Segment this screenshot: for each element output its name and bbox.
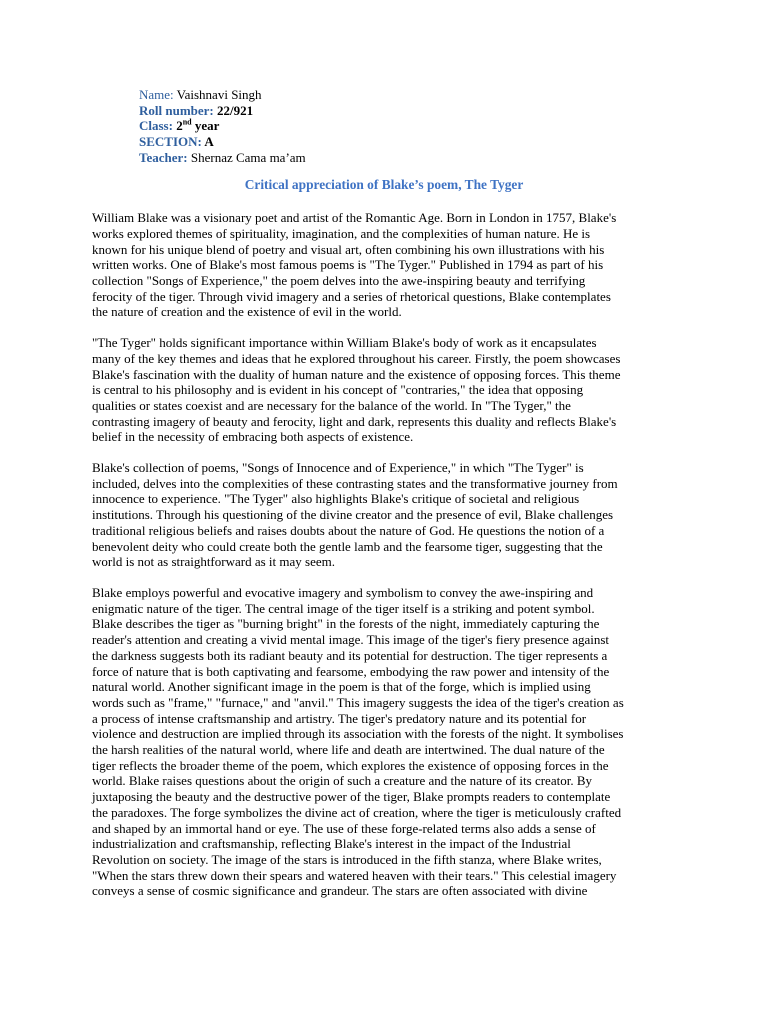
paragraph-line: Revolution on society. The image of the stars is introduced in the fifth stanza, where Blake writes, (92, 851, 602, 867)
paragraph-line: the darkness suggests both its radiant beauty and its potential for destruction. The tiger represents a (92, 647, 608, 663)
paragraph-line: words such as "frame," "furnace," and "anvil." This imagery suggests the idea of the tiger's creation as (92, 694, 624, 710)
paragraph-line: institutions. Through his questioning of the divine creator and the presence of evil, Blake challenges (92, 507, 614, 523)
teacher-label: Teacher: (139, 149, 188, 165)
paragraph-line: innocence to experience. "The Tyger" also highlights Blake's critique of societal and religious (92, 491, 580, 507)
paragraph (92, 585, 676, 899)
paragraph (92, 460, 676, 570)
section-line (139, 134, 676, 150)
paragraph-line: known for his unique blend of poetry and visual art, often combining his own illustrations with his (92, 241, 605, 257)
name-line (139, 87, 676, 103)
paragraph-line: benevolent deity who could create both the gentle lamb and the fearsome tiger, suggesting that the (92, 538, 603, 554)
paragraph-line: a process of intense craftsmanship and artistry. The tiger's predatory nature and its potential for (92, 710, 587, 726)
paragraph-line: ferocity of the tiger. Through vivid imagery and a series of rhetorical questions, Blake contemplates (92, 288, 611, 304)
paragraph-line: "When the stars threw down their spears and watered heaven with their tears." This celestial imagery (92, 867, 617, 883)
paragraph-line: collection "Songs of Experience," the poem delves into the awe-inspiring beauty and terrifying (92, 273, 586, 289)
paragraph-line: violence and destruction are implied through its association with the forests of the night. It symbolises (92, 726, 624, 742)
paragraph-line: world is not as straightforward as it may seem. (92, 554, 335, 570)
paragraph-line: tiger reflects the broader theme of the poem, which explores the existence of opposing forces in the (92, 757, 609, 773)
section-value: A (201, 134, 214, 150)
paragraph-line: works explored themes of spirituality, imagination, and the complexities of human nature. He is (92, 225, 591, 241)
paragraph-line: the nature of creation and the existence of evil in the world. (92, 304, 402, 320)
class-value-number: 2 (172, 118, 183, 134)
paragraph-line: "The Tyger" holds significant importance within William Blake's body of work as it encapsulates (92, 335, 597, 351)
paragraph-line: is central to his philosophy and is evident in his concept of "contraries," the idea that opposing (92, 382, 584, 398)
paragraph-line: the harsh realities of the natural world, where life and death are intertwined. The dual nature of the (92, 742, 605, 758)
paragraph-line: force of nature that is both captivating and fearsome, embodying the raw power and intensity of the (92, 663, 610, 679)
class-line (139, 118, 676, 134)
paragraph-line: world. Blake raises questions about the origin of such a creature and the nature of its creator. By (92, 773, 592, 789)
paragraph-line: natural world. Another significant image in the poem is that of the forge, which is implied using (92, 679, 591, 695)
paragraph-line: many of the key themes and ideas that he explored throughout his career. Firstly, the poem showcases (92, 350, 621, 366)
class-value-ordinal: nd (182, 118, 192, 128)
essay-body (92, 210, 676, 899)
essay-title: Critical appreciation of Blake’s poem, The Tyger (244, 176, 524, 192)
paragraph-line: reader's attention and creating a vivid mental image. This image of the tiger's fiery presence against (92, 632, 610, 648)
paragraph (92, 210, 676, 320)
paragraph-line: belief in the necessity of embracing both aspects of existence. (92, 429, 414, 445)
class-label: Class: (139, 118, 173, 134)
paragraph-line: Blake's collection of poems, "Songs of Innocence and of Experience," in which "The Tyger" is (92, 460, 584, 476)
paragraph-line: William Blake was a visionary poet and artist of the Romantic Age. Born in London in 1757, Blake's (92, 210, 617, 226)
paragraph-line: the paradoxes. The forge symbolizes the divine act of creation, where the tiger is meticulously crafted (92, 804, 622, 820)
roll-number-label: Roll number: (139, 102, 214, 118)
paragraph-line: traditional religious beliefs and raises doubts about the nature of God. He questions the notion of a (92, 522, 605, 538)
roll-number-line (139, 103, 676, 119)
paragraph-line: Blake's fascination with the duality of human nature and the existence of opposing forces. This theme (92, 366, 621, 382)
name-label: Name: (139, 87, 174, 102)
paragraph-line: Blake describes the tiger as "burning bright" in the forests of the night, immediately capturing the (92, 616, 600, 632)
paragraph-line: Blake employs powerful and evocative imagery and symbolism to convey the awe-inspiring and (92, 584, 594, 600)
class-value-year: year (191, 118, 220, 134)
paragraph-line: conveys a sense of cosmic significance and grandeur. The stars are often associated with divine (92, 883, 588, 899)
paragraph-line: juxtaposing the beauty and the destructive power of the tiger, Blake prompts readers to contemplate (92, 789, 611, 805)
paragraph-line: qualities or states coexist and are necessary for the balance of the world. In "The Tyger," the (92, 397, 571, 413)
paragraph-line: enigmatic nature of the tiger. The central image of the tiger itself is a striking and potent symbol. (92, 600, 595, 616)
paragraph-line: included, delves into the complexities of these contrasting states and the transformative journey from (92, 475, 618, 491)
paragraph-line: and shaped by an immortal hand or eye. The use of these forge-related terms also adds a sense of (92, 820, 596, 836)
teacher-value: Shernaz Cama ma’am (187, 149, 306, 165)
paragraph-line: contrasting imagery of beauty and ferocity, light and dark, represents this duality and reflects Blake's (92, 413, 617, 429)
name-value: Vaishnavi Singh (173, 87, 262, 102)
paragraph-line: industrialization and craftsmanship, reflecting Blake's interest in the impact of the Industrial (92, 836, 571, 852)
teacher-line (139, 150, 676, 166)
paragraph (92, 335, 676, 445)
paragraph-line: written works. One of Blake's most famous poems is "The Tyger." Published in 1794 as part of his (92, 257, 604, 273)
roll-number-value: 22/921 (213, 102, 254, 118)
section-label: SECTION: (139, 134, 202, 150)
student-details (139, 87, 676, 166)
